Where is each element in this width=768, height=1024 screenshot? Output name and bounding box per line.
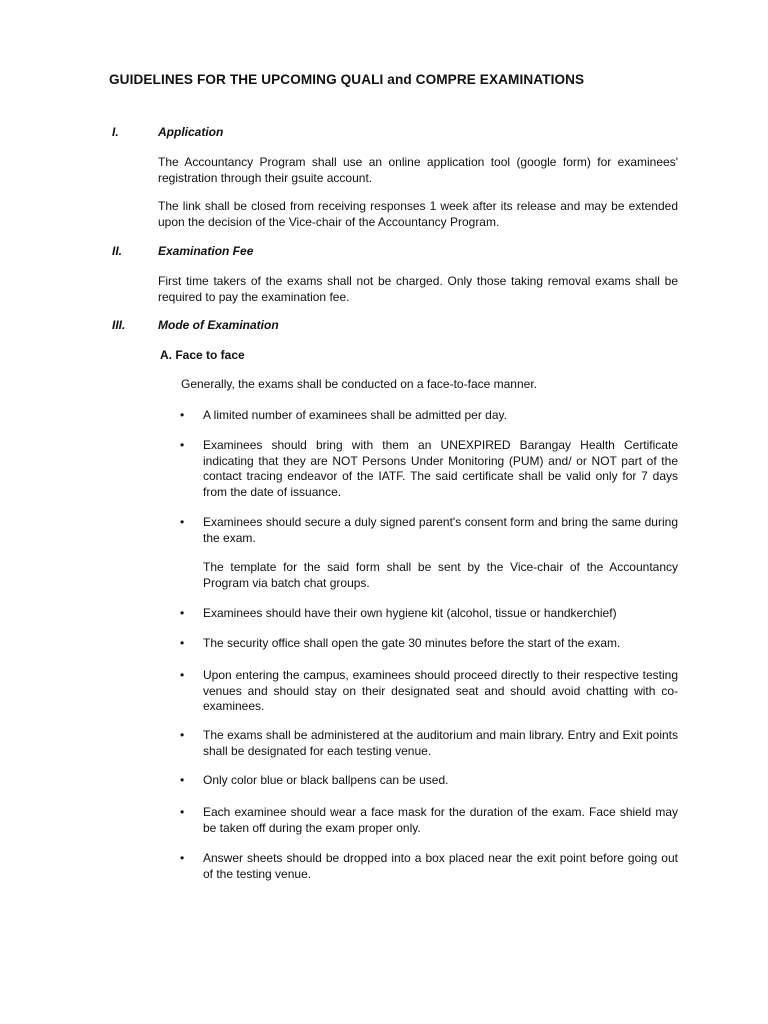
bullet-item-answer-sheets: Answer sheets should be dropped into a box placed near the exit point before going out of the testing venue. xyxy=(203,851,678,881)
section-number-fee: II. xyxy=(112,244,123,258)
bullet-item-face-mask: Each examinee should wear a face mask for the duration of the exam. Face shield may be taken off during the exam proper only. xyxy=(203,805,678,835)
bullet-marker: • xyxy=(180,636,185,650)
bullet-item-ballpens: Only color blue or black ballpens can be used. xyxy=(203,773,449,787)
bullet-marker: • xyxy=(180,728,185,742)
subsection-intro: Generally, the exams shall be conducted on a face-to-face manner. xyxy=(181,377,537,391)
bullet-item-security-gate: The security office shall open the gate 30 minutes before the start of the exam. xyxy=(203,636,621,650)
bullet-marker: • xyxy=(180,515,185,529)
bullet-note-template: The template for the said form shall be sent by the Vice-chair of the Accountancy Program via batch chat groups. xyxy=(203,560,678,590)
section-title-fee: Examination Fee xyxy=(158,244,254,258)
subsection-face-to-face: A. Face to face xyxy=(160,348,245,362)
bullet-marker: • xyxy=(180,668,185,682)
bullet-marker: • xyxy=(180,851,185,865)
bullet-marker: • xyxy=(180,438,185,452)
bullet-item-hygiene-kit: Examinees should have their own hygiene kit (alcohol, tissue or handkerchief) xyxy=(203,606,617,620)
paragraph-fee: First time takers of the exams shall not be charged. Only those taking removal exams shall be required to pay the examination fee. xyxy=(158,274,678,304)
paragraph-link-closing: The link shall be closed from receiving responses 1 week after its release and may be extended upon the decision of the Vice-chair of the Accountancy Program. xyxy=(158,199,678,229)
section-title-application: Application xyxy=(158,125,224,139)
bullet-marker: • xyxy=(180,773,185,787)
bullet-item-consent-form: Examinees should secure a duly signed parent's consent form and bring the same during the exam. xyxy=(203,515,678,545)
bullet-item-health-certificate: Examinees should bring with them an UNEXPIRED Barangay Health Certificate indicating that they are NOT Persons Under Monitoring (PUM) and/ or NOT part of the contact tracing endeavor of the IATF. The said certificate shall be valid only for 7 days from the date of issuance. xyxy=(203,438,678,499)
section-title-mode: Mode of Examination xyxy=(158,318,279,332)
bullet-marker: • xyxy=(180,408,185,422)
bullet-item-testing-venues: The exams shall be administered at the auditorium and main library. Entry and Exit points shall be designated for each testing venue. xyxy=(203,728,678,758)
paragraph-application-tool: The Accountancy Program shall use an online application tool (google form) for examinees' registration through their gsuite account. xyxy=(158,155,678,185)
document-title: GUIDELINES FOR THE UPCOMING QUALI and COMPRE EXAMINATIONS xyxy=(109,72,585,87)
section-number-application: I. xyxy=(112,125,119,139)
bullet-marker: • xyxy=(180,805,185,819)
bullet-marker: • xyxy=(180,606,185,620)
bullet-item-limited-examinees: A limited number of examinees shall be admitted per day. xyxy=(203,408,507,422)
section-number-mode: III. xyxy=(112,318,126,332)
bullet-item-entering-campus: Upon entering the campus, examinees should proceed directly to their respective testing venues and should stay on their designated seat and should avoid chatting with co-examinees. xyxy=(203,668,678,713)
